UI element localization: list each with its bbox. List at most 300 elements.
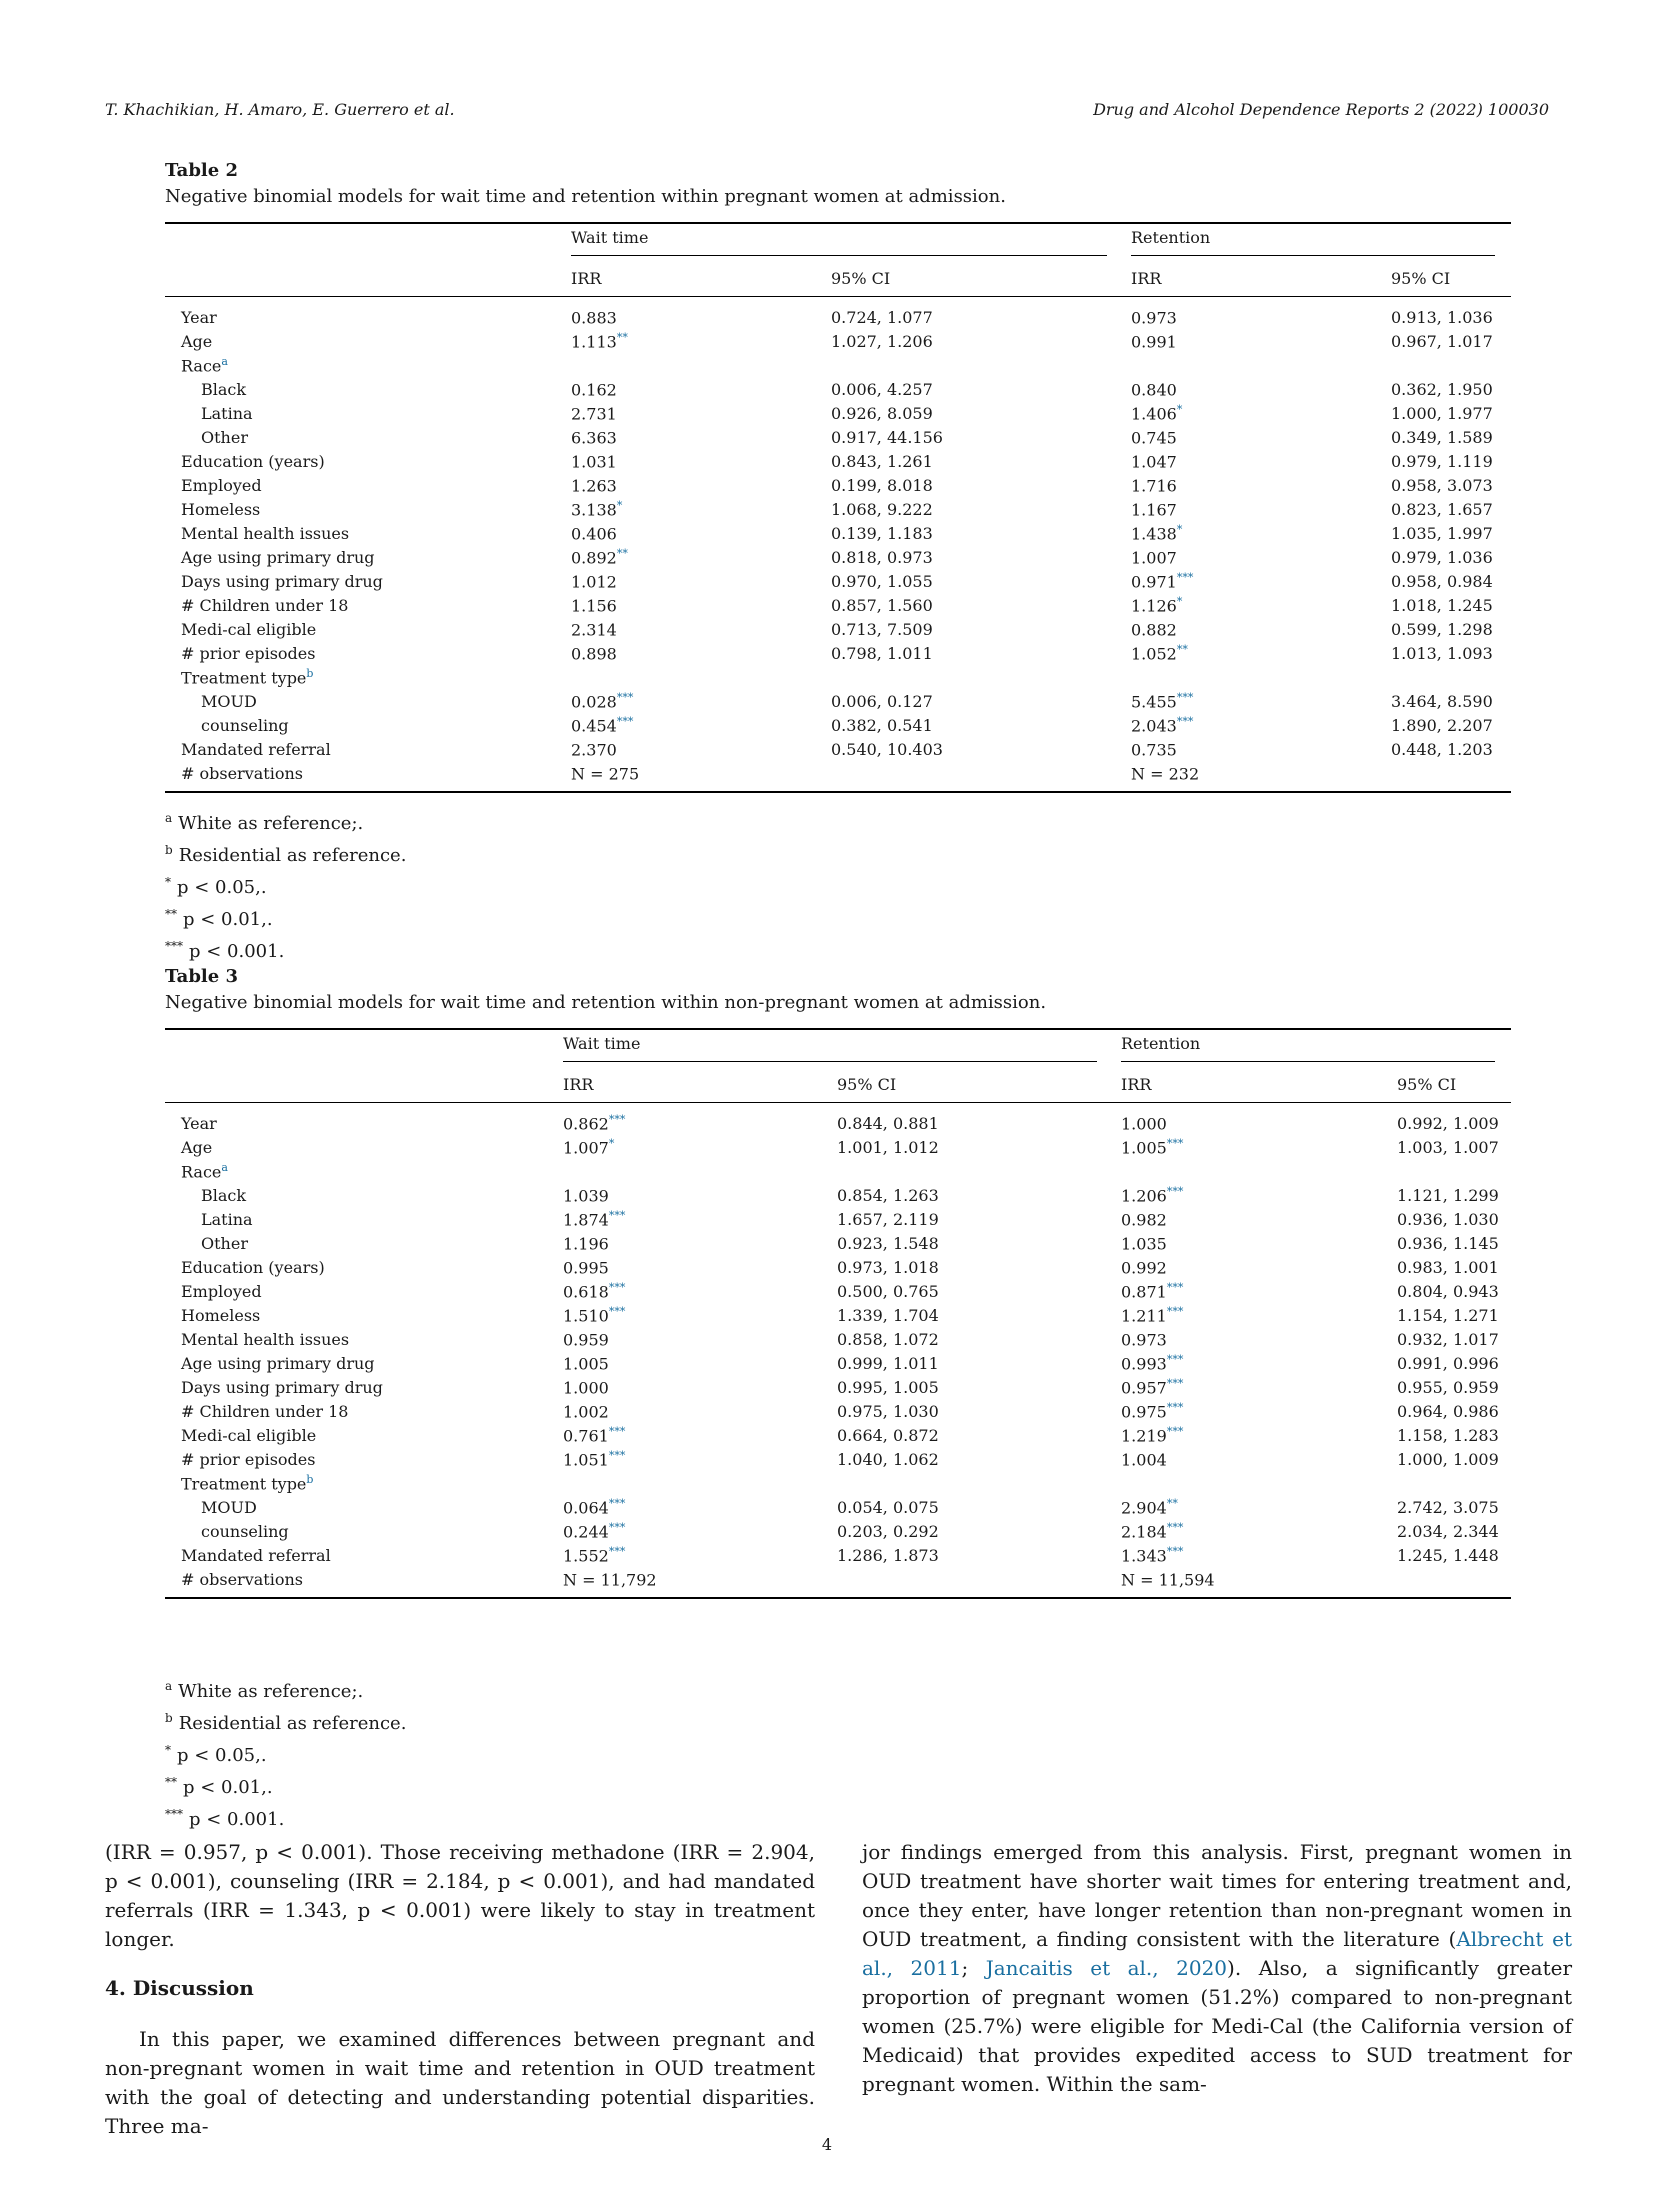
wait-ci-cell xyxy=(837,1543,1121,1567)
significance-marker[interactable]: * xyxy=(1176,402,1183,416)
table-row xyxy=(165,377,1511,401)
significance-marker[interactable]: *** xyxy=(608,1424,626,1438)
retention-ci-cell xyxy=(1391,425,1511,449)
wait-ci-cell xyxy=(837,1303,1121,1327)
table-2-label: Table 2 xyxy=(165,160,239,181)
retention-irr-cell-text: 0.745 xyxy=(1131,428,1177,448)
retention-irr-cell xyxy=(1131,497,1391,521)
retention-ci-cell-text: 0.958, 3.073 xyxy=(1391,475,1493,495)
retention-irr-cell-text: 1.007 xyxy=(1131,548,1177,568)
wait-irr-cell xyxy=(563,1183,837,1207)
retention-ci-cell xyxy=(1391,497,1511,521)
wait-ci-cell xyxy=(831,497,1131,521)
wait-irr-cell xyxy=(571,449,831,473)
retention-irr-cell xyxy=(1121,1135,1397,1159)
wait-irr-cell xyxy=(563,1375,837,1399)
row-label-text: Days using primary drug xyxy=(181,571,383,591)
retention-irr-cell-text: 0.973 xyxy=(1121,1330,1167,1350)
retention-ci-cell xyxy=(1391,545,1511,569)
significance-marker[interactable]: ** xyxy=(616,546,628,560)
retention-irr-cell xyxy=(1131,425,1391,449)
wait-ci-cell xyxy=(831,665,1131,689)
row-label-text: counseling xyxy=(201,715,289,735)
wait-ci-cell-text: 0.970, 1.055 xyxy=(831,571,933,591)
footnote-mark: * xyxy=(165,875,171,889)
wait-ci-cell xyxy=(837,1375,1121,1399)
table-row xyxy=(165,593,1511,617)
wait-irr-cell xyxy=(563,1327,837,1351)
row-label xyxy=(165,1159,563,1183)
table-2 xyxy=(165,158,1511,965)
significance-marker[interactable]: *** xyxy=(1176,570,1194,584)
table-3-label: Table 3 xyxy=(165,966,239,987)
wait-ci-cell xyxy=(837,1207,1121,1231)
significance-marker[interactable]: * xyxy=(608,1136,615,1150)
row-label xyxy=(165,1399,563,1423)
wait-irr-cell xyxy=(563,1279,837,1303)
table-2-group-wait: Wait time xyxy=(571,228,1107,256)
significance-marker[interactable]: ** xyxy=(616,330,628,344)
significance-marker[interactable]: *** xyxy=(608,1520,626,1534)
wait-irr-cell xyxy=(563,1519,837,1543)
row-label xyxy=(165,1207,563,1231)
significance-marker[interactable]: *** xyxy=(608,1280,626,1294)
wait-ci-cell xyxy=(831,297,1131,330)
retention-ci-cell-text: 0.979, 1.036 xyxy=(1391,547,1493,567)
retention-irr-cell xyxy=(1121,1279,1397,1303)
retention-irr-cell xyxy=(1121,1399,1397,1423)
retention-irr-cell-text: 0.882 xyxy=(1131,620,1177,640)
row-label-text: Black xyxy=(201,379,247,399)
wait-ci-cell-text: 0.054, 0.075 xyxy=(837,1497,939,1517)
retention-irr-cell xyxy=(1131,713,1391,737)
row-label xyxy=(165,401,571,425)
row-label-text: Medi-cal eligible xyxy=(181,619,317,639)
row-label xyxy=(165,1471,563,1495)
retention-ci-cell-text: 2.742, 3.075 xyxy=(1397,1497,1499,1517)
retention-ci-cell xyxy=(1397,1327,1511,1351)
table-row xyxy=(165,641,1511,665)
wait-irr-cell xyxy=(571,689,831,713)
table-2-grid xyxy=(165,222,1511,793)
wait-irr-cell-text: 0.898 xyxy=(571,644,617,664)
significance-marker[interactable]: *** xyxy=(1166,1424,1184,1438)
table-row xyxy=(165,545,1511,569)
retention-ci-cell-text: 0.992, 1.009 xyxy=(1397,1113,1499,1133)
retention-irr-cell xyxy=(1131,641,1391,665)
running-header xyxy=(105,100,1549,126)
footnote-marker[interactable]: b xyxy=(306,1472,314,1486)
retention-ci-cell xyxy=(1391,401,1511,425)
retention-irr-cell-text: 1.047 xyxy=(1131,452,1177,472)
wait-ci-cell xyxy=(837,1519,1121,1543)
footnote-marker[interactable]: a xyxy=(221,1160,228,1174)
wait-ci-cell xyxy=(831,689,1131,713)
retention-irr-cell xyxy=(1131,449,1391,473)
wait-irr-cell-text: 0.862 xyxy=(563,1114,609,1134)
table-row xyxy=(165,329,1511,353)
retention-irr-cell xyxy=(1131,353,1391,377)
retention-irr-cell xyxy=(1121,1207,1397,1231)
row-label xyxy=(165,473,571,497)
row-label-text: Latina xyxy=(201,1209,253,1229)
table-2-col-irr-ret: IRR xyxy=(1131,268,1162,288)
wait-irr-cell-text: 0.995 xyxy=(563,1258,609,1278)
wait-ci-cell xyxy=(837,1135,1121,1159)
table-row xyxy=(165,1207,1511,1231)
significance-marker[interactable]: *** xyxy=(616,714,634,728)
retention-irr-cell xyxy=(1121,1519,1397,1543)
row-label xyxy=(165,1255,563,1279)
retention-ci-cell-text: 0.955, 0.959 xyxy=(1397,1377,1499,1397)
wait-ci-cell-text: 0.995, 1.005 xyxy=(837,1377,939,1397)
significance-marker[interactable]: * xyxy=(616,498,623,512)
wait-irr-cell-text: 1.039 xyxy=(563,1186,609,1206)
retention-ci-cell xyxy=(1397,1447,1511,1471)
retention-irr-cell-text: 1.716 xyxy=(1131,476,1177,496)
wait-irr-cell xyxy=(571,761,831,792)
page-number: 4 xyxy=(821,2135,833,2154)
footnote-mark: ** xyxy=(165,907,177,921)
footnote-text: p < 0.05,. xyxy=(177,877,267,898)
retention-ci-cell xyxy=(1397,1399,1511,1423)
wait-irr-cell-text: 1.002 xyxy=(563,1402,609,1422)
wait-irr-cell xyxy=(563,1255,837,1279)
significance-marker[interactable]: *** xyxy=(608,1304,626,1318)
table-row xyxy=(165,1567,1511,1598)
retention-irr-cell-text: 1.000 xyxy=(1121,1114,1167,1134)
retention-irr-cell xyxy=(1121,1327,1397,1351)
table-row xyxy=(165,569,1511,593)
significance-marker[interactable]: ** xyxy=(1166,1496,1178,1510)
retention-ci-cell-text: 0.913, 1.036 xyxy=(1391,307,1493,327)
table-row xyxy=(165,1519,1511,1543)
wait-irr-cell-text: 1.156 xyxy=(571,596,617,616)
table-2-body xyxy=(165,297,1511,793)
table-row xyxy=(165,665,1511,689)
table-3-notes xyxy=(165,1673,1511,1833)
retention-irr-cell xyxy=(1131,689,1391,713)
significance-marker[interactable]: *** xyxy=(1166,1520,1184,1534)
significance-marker[interactable]: ** xyxy=(1176,642,1188,656)
wait-ci-cell-text: 0.724, 1.077 xyxy=(831,307,933,327)
table-row xyxy=(165,1303,1511,1327)
row-label xyxy=(165,1423,563,1447)
table-row xyxy=(165,353,1511,377)
wait-ci-cell xyxy=(831,473,1131,497)
retention-ci-cell-text: 0.991, 0.996 xyxy=(1397,1353,1499,1373)
wait-irr-cell-text: 1.552 xyxy=(563,1546,609,1566)
row-label-text: Homeless xyxy=(181,1305,261,1325)
retention-irr-cell-text: 1.211 xyxy=(1121,1306,1167,1326)
row-label-text: Year xyxy=(181,307,217,327)
wait-ci-cell-text: 1.027, 1.206 xyxy=(831,331,933,351)
footnote-mark: *** xyxy=(165,939,183,953)
wait-ci-cell xyxy=(837,1103,1121,1136)
row-label xyxy=(165,593,571,617)
wait-ci-cell-text: 0.999, 1.011 xyxy=(837,1353,939,1373)
wait-ci-cell-text: 1.001, 1.012 xyxy=(837,1137,939,1157)
wait-ci-cell xyxy=(831,449,1131,473)
significance-marker[interactable]: *** xyxy=(1166,1400,1184,1414)
wait-ci-cell xyxy=(831,521,1131,545)
retention-irr-cell-text: 0.973 xyxy=(1131,308,1177,328)
citation-link[interactable]: Jancaitis et al., 2020 xyxy=(985,1956,1228,1980)
retention-ci-cell xyxy=(1391,641,1511,665)
row-label xyxy=(165,377,571,401)
table-3-col-irr-wait: IRR xyxy=(563,1074,594,1094)
retention-irr-cell xyxy=(1121,1495,1397,1519)
significance-marker[interactable]: *** xyxy=(608,1544,626,1558)
header-journal: Drug and Alcohol Dependence Reports 2 (2022) 100030 xyxy=(1093,100,1549,119)
retention-irr-cell-text: 1.343 xyxy=(1121,1546,1167,1566)
retention-ci-cell-text: 0.349, 1.589 xyxy=(1391,427,1493,447)
table-row xyxy=(165,689,1511,713)
retention-ci-cell-text: 1.018, 1.245 xyxy=(1391,595,1493,615)
retention-ci-cell xyxy=(1397,1543,1511,1567)
body-text: ). Also, a significantly greater proportion of pregnant women (51.2%) compared to non-pregnant women (25.7%) were eligible for Medi-Cal (the California version of Medicaid) that provides expedited access to SUD treatment for pregnant women. Within the sam- xyxy=(862,1956,1573,2096)
wait-irr-cell-text: 0.162 xyxy=(571,380,617,400)
significance-marker[interactable]: *** xyxy=(608,1496,626,1510)
wait-irr-cell xyxy=(563,1351,837,1375)
wait-irr-cell xyxy=(571,497,831,521)
footnote-marker[interactable]: a xyxy=(221,354,228,368)
retention-ci-cell-text: 2.034, 2.344 xyxy=(1397,1521,1499,1541)
footnote-text: White as reference;. xyxy=(178,813,364,834)
wait-irr-cell xyxy=(571,713,831,737)
wait-irr-cell xyxy=(571,617,831,641)
row-label-text: Medi-cal eligible xyxy=(181,1425,317,1445)
row-label xyxy=(165,1231,563,1255)
wait-irr-cell xyxy=(563,1471,837,1495)
wait-irr-cell xyxy=(571,521,831,545)
retention-ci-cell xyxy=(1397,1279,1511,1303)
wait-irr-cell xyxy=(563,1495,837,1519)
retention-irr-cell-text: 2.904 xyxy=(1121,1498,1167,1518)
table-3-grid xyxy=(165,1028,1511,1599)
significance-marker[interactable]: *** xyxy=(616,690,634,704)
retention-ci-cell xyxy=(1391,593,1511,617)
table-footnote xyxy=(165,933,1511,965)
footnote-marker[interactable]: b xyxy=(306,666,314,680)
wait-irr-cell-text: 1.012 xyxy=(571,572,617,592)
retention-ci-cell xyxy=(1391,713,1511,737)
retention-ci-cell-text: 1.158, 1.283 xyxy=(1397,1425,1499,1445)
row-label-text: Mandated referral xyxy=(181,739,331,759)
row-label xyxy=(165,1519,563,1543)
retention-irr-cell-text: 1.005 xyxy=(1121,1138,1167,1158)
table-row xyxy=(165,1231,1511,1255)
significance-marker[interactable]: *** xyxy=(1166,1304,1184,1318)
footnote-text: Residential as reference. xyxy=(178,1713,407,1734)
wait-ci-cell xyxy=(831,617,1131,641)
retention-ci-cell-text: 0.804, 0.943 xyxy=(1397,1281,1499,1301)
footnote-text: p < 0.001. xyxy=(189,1809,285,1830)
wait-irr-cell xyxy=(563,1567,837,1598)
retention-ci-cell xyxy=(1391,473,1511,497)
wait-ci-cell-text: 1.040, 1.062 xyxy=(837,1449,939,1469)
wait-ci-cell xyxy=(831,353,1131,377)
table-2-col-ci-wait: 95% CI xyxy=(831,268,891,288)
section-heading: 4. Discussion xyxy=(105,1976,254,2000)
retention-irr-cell-text: 0.735 xyxy=(1131,740,1177,760)
table-row xyxy=(165,401,1511,425)
retention-irr-cell-text: 2.043 xyxy=(1131,716,1177,736)
retention-ci-cell-text: 0.983, 1.001 xyxy=(1397,1257,1499,1277)
retention-irr-cell xyxy=(1131,593,1391,617)
table-footnote xyxy=(165,1769,1511,1801)
retention-ci-cell-text: 0.964, 0.986 xyxy=(1397,1401,1499,1421)
table-row xyxy=(165,521,1511,545)
retention-ci-cell-text: 0.967, 1.017 xyxy=(1391,331,1493,351)
wait-irr-cell-text: 1.031 xyxy=(571,452,617,472)
row-label xyxy=(165,1495,563,1519)
header-authors: T. Khachikian, H. Amaro, E. Guerrero et al. xyxy=(105,100,455,119)
row-label xyxy=(165,1103,563,1136)
row-label-text: MOUD xyxy=(201,1497,257,1517)
table-row xyxy=(165,1423,1511,1447)
wait-ci-cell xyxy=(837,1279,1121,1303)
retention-ci-cell-text: 0.936, 1.030 xyxy=(1397,1209,1499,1229)
retention-irr-cell xyxy=(1121,1567,1397,1598)
table-footnote xyxy=(165,805,1511,837)
retention-irr-cell-text: 1.206 xyxy=(1121,1186,1167,1206)
table-row xyxy=(165,425,1511,449)
retention-ci-cell-text: 1.245, 1.448 xyxy=(1397,1545,1499,1565)
significance-marker[interactable]: *** xyxy=(608,1208,626,1222)
row-label-text: Treatment type xyxy=(181,668,307,688)
wait-irr-cell xyxy=(571,353,831,377)
citation-link[interactable]: Albrecht et al., 2011 xyxy=(862,1927,1572,1980)
table-row xyxy=(165,761,1511,792)
significance-marker[interactable]: * xyxy=(1176,594,1183,608)
footnote-text: White as reference;. xyxy=(178,1681,364,1702)
wait-ci-cell xyxy=(837,1231,1121,1255)
footnote-text: p < 0.01,. xyxy=(183,909,273,930)
wait-irr-cell xyxy=(571,641,831,665)
retention-irr-cell xyxy=(1131,617,1391,641)
significance-marker[interactable]: *** xyxy=(1166,1280,1184,1294)
wait-irr-cell xyxy=(563,1159,837,1183)
retention-ci-cell-text: 0.936, 1.145 xyxy=(1397,1233,1499,1253)
row-label xyxy=(165,329,571,353)
wait-ci-cell xyxy=(837,1423,1121,1447)
retention-irr-cell-text: 1.438 xyxy=(1131,524,1177,544)
footnote-mark: *** xyxy=(165,1807,183,1821)
row-label xyxy=(165,545,571,569)
wait-ci-cell-text: 0.540, 10.403 xyxy=(831,739,943,759)
row-label-text: # observations xyxy=(181,1569,303,1589)
retention-irr-cell xyxy=(1121,1303,1397,1327)
wait-ci-cell xyxy=(831,593,1131,617)
row-label xyxy=(165,1303,563,1327)
retention-irr-cell-text: N = 232 xyxy=(1131,764,1200,784)
retention-irr-cell-text: 0.992 xyxy=(1121,1258,1167,1278)
wait-ci-cell-text: 0.006, 0.127 xyxy=(831,691,933,711)
row-label xyxy=(165,449,571,473)
row-label-text: Other xyxy=(201,1233,248,1253)
table-row xyxy=(165,1543,1511,1567)
retention-ci-cell xyxy=(1391,761,1511,792)
row-label-text: Days using primary drug xyxy=(181,1377,383,1397)
row-label-text: Age using primary drug xyxy=(181,547,375,567)
row-label xyxy=(165,497,571,521)
row-label xyxy=(165,1279,563,1303)
wait-ci-cell-text: 0.857, 1.560 xyxy=(831,595,933,615)
row-label-text: Year xyxy=(181,1113,217,1133)
wait-ci-cell-text: 0.139, 1.183 xyxy=(831,523,933,543)
retention-irr-cell xyxy=(1121,1375,1397,1399)
wait-irr-cell xyxy=(563,1447,837,1471)
wait-irr-cell xyxy=(563,1207,837,1231)
wait-irr-cell-text: 0.244 xyxy=(563,1522,609,1542)
table-3-col-ci-wait: 95% CI xyxy=(837,1074,897,1094)
significance-marker[interactable]: *** xyxy=(1166,1544,1184,1558)
retention-irr-cell-text: 0.982 xyxy=(1121,1210,1167,1230)
retention-ci-cell xyxy=(1391,737,1511,761)
retention-ci-cell xyxy=(1391,377,1511,401)
row-label-text: counseling xyxy=(201,1521,289,1541)
wait-irr-cell xyxy=(571,569,831,593)
wait-ci-cell-text: 0.818, 0.973 xyxy=(831,547,933,567)
wait-ci-cell xyxy=(837,1567,1121,1598)
retention-irr-cell xyxy=(1121,1543,1397,1567)
table-3 xyxy=(165,964,1511,1833)
significance-marker[interactable]: *** xyxy=(1166,1184,1184,1198)
retention-ci-cell xyxy=(1397,1159,1511,1183)
row-label-text: Race xyxy=(181,356,222,376)
wait-irr-cell-text: 0.959 xyxy=(563,1330,609,1350)
significance-marker[interactable]: *** xyxy=(608,1112,626,1126)
wait-ci-cell-text: 1.286, 1.873 xyxy=(837,1545,939,1565)
row-label xyxy=(165,1567,563,1598)
retention-ci-cell-text: 1.000, 1.009 xyxy=(1397,1449,1499,1469)
retention-ci-cell xyxy=(1397,1103,1511,1136)
significance-marker[interactable]: *** xyxy=(1166,1376,1184,1390)
row-label-text: # prior episodes xyxy=(181,1449,316,1469)
wait-irr-cell-text: 1.874 xyxy=(563,1210,609,1230)
retention-ci-cell xyxy=(1391,353,1511,377)
wait-ci-cell xyxy=(837,1159,1121,1183)
footnote-mark: a xyxy=(165,1679,173,1693)
significance-marker[interactable]: *** xyxy=(1176,714,1194,728)
retention-irr-cell-text: 0.993 xyxy=(1121,1354,1167,1374)
significance-marker[interactable]: *** xyxy=(1166,1136,1184,1150)
wait-irr-cell xyxy=(571,377,831,401)
retention-irr-cell-text: 1.406 xyxy=(1131,404,1177,424)
table-row xyxy=(165,1447,1511,1471)
significance-marker[interactable]: *** xyxy=(1166,1352,1184,1366)
wait-irr-cell xyxy=(571,297,831,330)
table-row xyxy=(165,1351,1511,1375)
row-label xyxy=(165,353,571,377)
significance-marker[interactable]: * xyxy=(1176,522,1183,536)
significance-marker[interactable]: *** xyxy=(1176,690,1194,704)
wait-irr-cell xyxy=(563,1543,837,1567)
wait-ci-cell xyxy=(837,1351,1121,1375)
table-row xyxy=(165,1327,1511,1351)
wait-ci-cell xyxy=(831,737,1131,761)
retention-ci-cell-text: 1.003, 1.007 xyxy=(1397,1137,1499,1157)
row-label xyxy=(165,713,571,737)
wait-irr-cell xyxy=(563,1423,837,1447)
wait-ci-cell-text: 0.926, 8.059 xyxy=(831,403,933,423)
significance-marker[interactable]: *** xyxy=(608,1448,626,1462)
wait-ci-cell xyxy=(831,545,1131,569)
retention-irr-cell-text: 0.957 xyxy=(1121,1378,1167,1398)
wait-irr-cell-text: N = 11,792 xyxy=(563,1570,657,1590)
wait-ci-cell xyxy=(831,377,1131,401)
